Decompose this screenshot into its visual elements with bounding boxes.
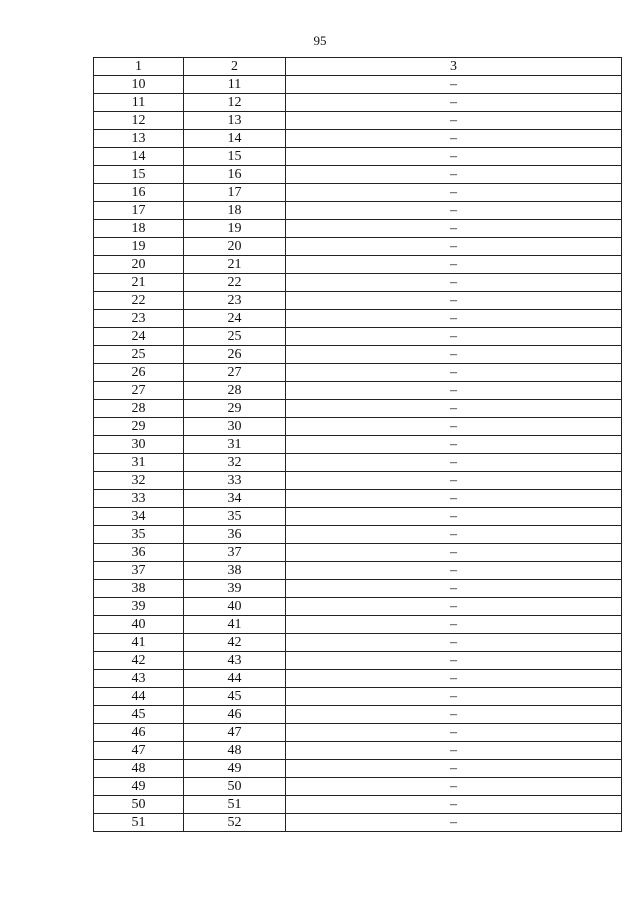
table-cell-col2: 20 <box>184 238 286 256</box>
table-cell-col2: 45 <box>184 688 286 706</box>
table-cell-col1: 45 <box>94 706 184 724</box>
table-cell-col3: – <box>286 814 622 832</box>
table-cell-col2: 37 <box>184 544 286 562</box>
table-cell-col1: 23 <box>94 310 184 328</box>
table-cell-col1: 43 <box>94 670 184 688</box>
table-cell-col1: 11 <box>94 94 184 112</box>
table-row <box>94 418 622 436</box>
table-cell-col3: – <box>286 220 622 238</box>
table-row <box>94 148 622 166</box>
table-cell-col1: 12 <box>94 112 184 130</box>
table-row <box>94 580 622 598</box>
table-cell-col2: 42 <box>184 634 286 652</box>
table-cell-col3: – <box>286 346 622 364</box>
table-row <box>94 292 622 310</box>
table-cell-col3: – <box>286 598 622 616</box>
table-cell-col2: 26 <box>184 346 286 364</box>
table-cell-col1: 15 <box>94 166 184 184</box>
table-cell-col1: 39 <box>94 598 184 616</box>
table-row <box>94 742 622 760</box>
table-row <box>94 256 622 274</box>
table-cell-col2: 48 <box>184 742 286 760</box>
table-cell-col3: – <box>286 382 622 400</box>
table-cell-col3: – <box>286 400 622 418</box>
table-cell-col2: 38 <box>184 562 286 580</box>
table-cell-col1: 29 <box>94 418 184 436</box>
table-cell-col3: – <box>286 148 622 166</box>
table-cell-col3: – <box>286 418 622 436</box>
table-cell-col1: 28 <box>94 400 184 418</box>
table-row <box>94 112 622 130</box>
table-cell-col1: 44 <box>94 688 184 706</box>
table-cell-col1: 48 <box>94 760 184 778</box>
table-cell-col1: 50 <box>94 796 184 814</box>
table-row <box>94 76 622 94</box>
table-row <box>94 238 622 256</box>
table-cell-col1: 26 <box>94 364 184 382</box>
table-cell-col1: 14 <box>94 148 184 166</box>
table-cell-col3: – <box>286 256 622 274</box>
table-cell-col1: 17 <box>94 202 184 220</box>
table-cell-col2: 15 <box>184 148 286 166</box>
table-row <box>94 760 622 778</box>
table-cell-col3: – <box>286 184 622 202</box>
data-table <box>93 57 622 832</box>
table-cell-col2: 46 <box>184 706 286 724</box>
table-row <box>94 706 622 724</box>
table-cell-col3: – <box>286 472 622 490</box>
table-row <box>94 652 622 670</box>
table-cell-col3: – <box>286 274 622 292</box>
table-cell-col1: 46 <box>94 724 184 742</box>
table-row <box>94 436 622 454</box>
table-cell-col3: – <box>286 670 622 688</box>
table-cell-col2: 33 <box>184 472 286 490</box>
table-row <box>94 130 622 148</box>
table-cell-col3: – <box>286 130 622 148</box>
table-cell-col2: 44 <box>184 670 286 688</box>
table-row <box>94 490 622 508</box>
table-row <box>94 400 622 418</box>
table-cell-col1: 35 <box>94 526 184 544</box>
table-cell-col3: – <box>286 634 622 652</box>
table-cell-col2: 14 <box>184 130 286 148</box>
table-cell-col1: 21 <box>94 274 184 292</box>
table-row <box>94 472 622 490</box>
table-cell-col1: 10 <box>94 76 184 94</box>
table-row <box>94 670 622 688</box>
table-cell-col3: – <box>286 436 622 454</box>
table-cell-col2: 50 <box>184 778 286 796</box>
table-cell-col1: 24 <box>94 328 184 346</box>
table-cell-col2: 31 <box>184 436 286 454</box>
table-cell-col2: 40 <box>184 598 286 616</box>
table-row <box>94 508 622 526</box>
table-cell-col1: 36 <box>94 544 184 562</box>
header-cell-1: 1 <box>94 58 184 76</box>
table-cell-col2: 11 <box>184 76 286 94</box>
table-cell-col3: – <box>286 328 622 346</box>
table-cell-col2: 25 <box>184 328 286 346</box>
table-cell-col2: 39 <box>184 580 286 598</box>
table-cell-col2: 22 <box>184 274 286 292</box>
header-cell-3: 3 <box>286 58 622 76</box>
table-row <box>94 184 622 202</box>
table-cell-col3: – <box>286 616 622 634</box>
table-cell-col1: 34 <box>94 508 184 526</box>
page-number: 95 <box>313 33 327 48</box>
table-cell-col2: 18 <box>184 202 286 220</box>
table-cell-col1: 31 <box>94 454 184 472</box>
table-cell-col3: – <box>286 796 622 814</box>
table-cell-col2: 12 <box>184 94 286 112</box>
table-header <box>94 58 622 76</box>
table-cell-col3: – <box>286 724 622 742</box>
table-cell-col1: 40 <box>94 616 184 634</box>
table-row <box>94 382 622 400</box>
table-row <box>94 562 622 580</box>
table-cell-col3: – <box>286 112 622 130</box>
table-row <box>94 310 622 328</box>
table-cell-col2: 21 <box>184 256 286 274</box>
table-row <box>94 634 622 652</box>
table-row <box>94 814 622 832</box>
table-cell-col3: – <box>286 292 622 310</box>
table-row <box>94 94 622 112</box>
table-row <box>94 202 622 220</box>
table-cell-col2: 28 <box>184 382 286 400</box>
table-row <box>94 778 622 796</box>
table-row <box>94 328 622 346</box>
table-cell-col1: 22 <box>94 292 184 310</box>
table-cell-col1: 49 <box>94 778 184 796</box>
table-row <box>94 454 622 472</box>
table-cell-col2: 47 <box>184 724 286 742</box>
table-cell-col2: 29 <box>184 400 286 418</box>
table-cell-col2: 13 <box>184 112 286 130</box>
table-cell-col1: 33 <box>94 490 184 508</box>
table-cell-col2: 41 <box>184 616 286 634</box>
table-cell-col2: 32 <box>184 454 286 472</box>
table-cell-col2: 19 <box>184 220 286 238</box>
table-cell-col3: – <box>286 364 622 382</box>
table-cell-col2: 43 <box>184 652 286 670</box>
table-row <box>94 274 622 292</box>
table-cell-col2: 34 <box>184 490 286 508</box>
table-cell-col1: 30 <box>94 436 184 454</box>
table-cell-col2: 16 <box>184 166 286 184</box>
table-cell-col1: 13 <box>94 130 184 148</box>
table-cell-col1: 41 <box>94 634 184 652</box>
table-cell-col1: 37 <box>94 562 184 580</box>
table-cell-col3: – <box>286 526 622 544</box>
table-row <box>94 346 622 364</box>
table-cell-col2: 49 <box>184 760 286 778</box>
table-cell-col2: 36 <box>184 526 286 544</box>
table-cell-col1: 32 <box>94 472 184 490</box>
table-cell-col2: 52 <box>184 814 286 832</box>
table-cell-col3: – <box>286 238 622 256</box>
table-cell-col1: 47 <box>94 742 184 760</box>
table-row <box>94 598 622 616</box>
table-cell-col3: – <box>286 742 622 760</box>
table-cell-col1: 38 <box>94 580 184 598</box>
table-cell-col1: 42 <box>94 652 184 670</box>
table-cell-col1: 19 <box>94 238 184 256</box>
table-body <box>94 76 622 832</box>
table-cell-col2: 24 <box>184 310 286 328</box>
table-cell-col2: 17 <box>184 184 286 202</box>
table-row <box>94 526 622 544</box>
table-cell-col3: – <box>286 310 622 328</box>
table-cell-col2: 27 <box>184 364 286 382</box>
table-cell-col2: 23 <box>184 292 286 310</box>
table-row <box>94 364 622 382</box>
table-cell-col1: 20 <box>94 256 184 274</box>
header-cell-2: 2 <box>184 58 286 76</box>
table-cell-col3: – <box>286 490 622 508</box>
table-cell-col1: 27 <box>94 382 184 400</box>
table-cell-col3: – <box>286 562 622 580</box>
table-row <box>94 688 622 706</box>
table-row <box>94 796 622 814</box>
table-row <box>94 220 622 238</box>
table-row <box>94 544 622 562</box>
table-cell-col1: 16 <box>94 184 184 202</box>
table-cell-col3: – <box>286 544 622 562</box>
table-cell-col3: – <box>286 166 622 184</box>
table-cell-col3: – <box>286 580 622 598</box>
table-cell-col2: 35 <box>184 508 286 526</box>
table-cell-col3: – <box>286 508 622 526</box>
table-cell-col3: – <box>286 652 622 670</box>
table-cell-col3: – <box>286 454 622 472</box>
table-row <box>94 166 622 184</box>
table-cell-col3: – <box>286 688 622 706</box>
header-row <box>94 58 622 76</box>
table-cell-col3: – <box>286 760 622 778</box>
table-cell-col1: 25 <box>94 346 184 364</box>
table-cell-col3: – <box>286 706 622 724</box>
table-cell-col3: – <box>286 94 622 112</box>
table-row <box>94 724 622 742</box>
table-cell-col3: – <box>286 76 622 94</box>
table-row <box>94 616 622 634</box>
table-cell-col3: – <box>286 202 622 220</box>
table-cell-col2: 30 <box>184 418 286 436</box>
table-cell-col1: 51 <box>94 814 184 832</box>
table-cell-col2: 51 <box>184 796 286 814</box>
table-cell-col1: 18 <box>94 220 184 238</box>
table-cell-col3: – <box>286 778 622 796</box>
